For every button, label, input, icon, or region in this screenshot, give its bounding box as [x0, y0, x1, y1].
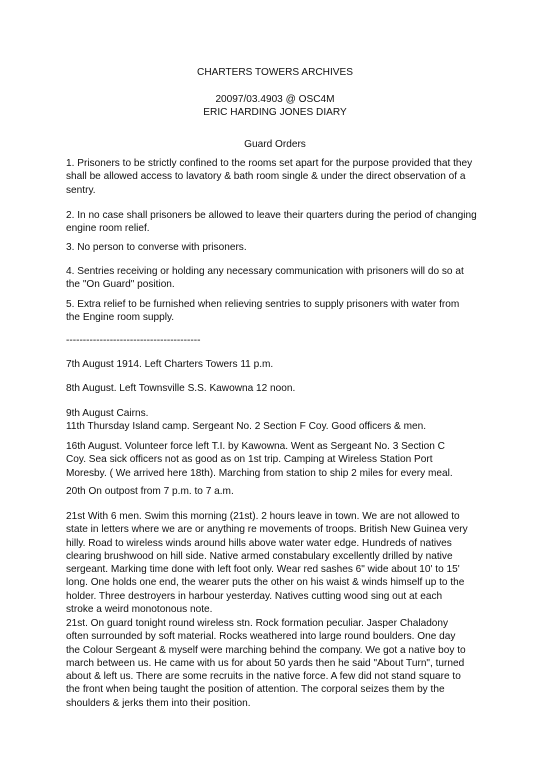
guard-order-3: 3. No person to converse with prisoners. — [66, 242, 247, 253]
guard-order-1: 1. Prisoners to be strictly confined to the rooms set apart for the purpose provided that they shall be allowed access to lavatory & bath room single & under the direct observation of a sentry. — [66, 158, 473, 196]
guard-order-4: 4. Sentries receiving or holding any necessary communication with prisoners will do so at the "On Guard" position. — [66, 266, 464, 291]
diary-entry-9th-11th-august: 9th August Cairns. 11th Thursday Island camp. Sergeant No. 2 Section F Coy. Good officers & men. — [66, 408, 427, 433]
diary-entry-21st-swim: 21st With 6 men. Swim this morning (21st). 2 hours leave in town. We are not allowed to state in letters where we are or anything re movements of troops. British New Guinea very hilly. Road to wireless winds around hills above water water edge. Hundreds of natives clearing brushwood on hill side. Native armed constabulary excellently drilled by native sergeant. Marking time done with left foot only. Wear red sashes 6" wide about 10' to 15' long. One holds one end, the wearer puts the other on his waist & winds himself up to the holder. Three destroyers in harbour yesterday. Natives cutting wood sing out at each stroke a weird monotonous note. — [66, 511, 468, 616]
guard-order-2: 2. In no case shall prisoners be allowed to leave their quarters during the period of changing engine room relief. — [66, 210, 477, 235]
diary-entry-21st-guard: 21st. On guard tonight round wireless stn. Rock formation peculiar. Jasper Chaladony often surrounded by soft material. Rocks weathered into large round boulders. One day the Colour Sergeant & myself were marching behind the company. We got a native boy to march between us. He came with us for about 50 yards then he said "About Turn", turned about & left us. There are some recruits in the native force. A few did not stand square to the front when being taught the position of attention. The corporal seizes them by the shoulders & jerks them into their position. — [66, 618, 466, 709]
archive-reference: 20097/03.4903 @ OSC4M — [215, 94, 335, 105]
section-title: Guard Orders — [244, 139, 306, 150]
separator-line: ---------------------------------------- — [66, 335, 201, 346]
diary-entry-8th-august: 8th August. Left Townsville S.S. Kawowna 12 noon. — [66, 383, 296, 394]
diary-title: ERIC HARDING JONES DIARY — [203, 107, 347, 118]
diary-entry-7th-august: 7th August 1914. Left Charters Towers 11 p.m. — [66, 359, 274, 370]
archive-name: CHARTERS TOWERS ARCHIVES — [197, 67, 353, 78]
diary-entry-20th: 20th On outpost from 7 p.m. to 7 a.m. — [66, 486, 234, 497]
guard-order-5: 5. Extra relief to be furnished when relieving sentries to supply prisoners with water from the Engine room supply. — [66, 299, 460, 324]
diary-entry-16th-august: 16th August. Volunteer force left T.I. by Kawowna. Went as Sergeant No. 3 Section C Coy. Sea sick officers not as good as on 1st trip. Camping at Wireless Station Port Moresby. ( We arrived here 18th). Marching from station to ship 2 miles for every meal. — [66, 441, 453, 479]
